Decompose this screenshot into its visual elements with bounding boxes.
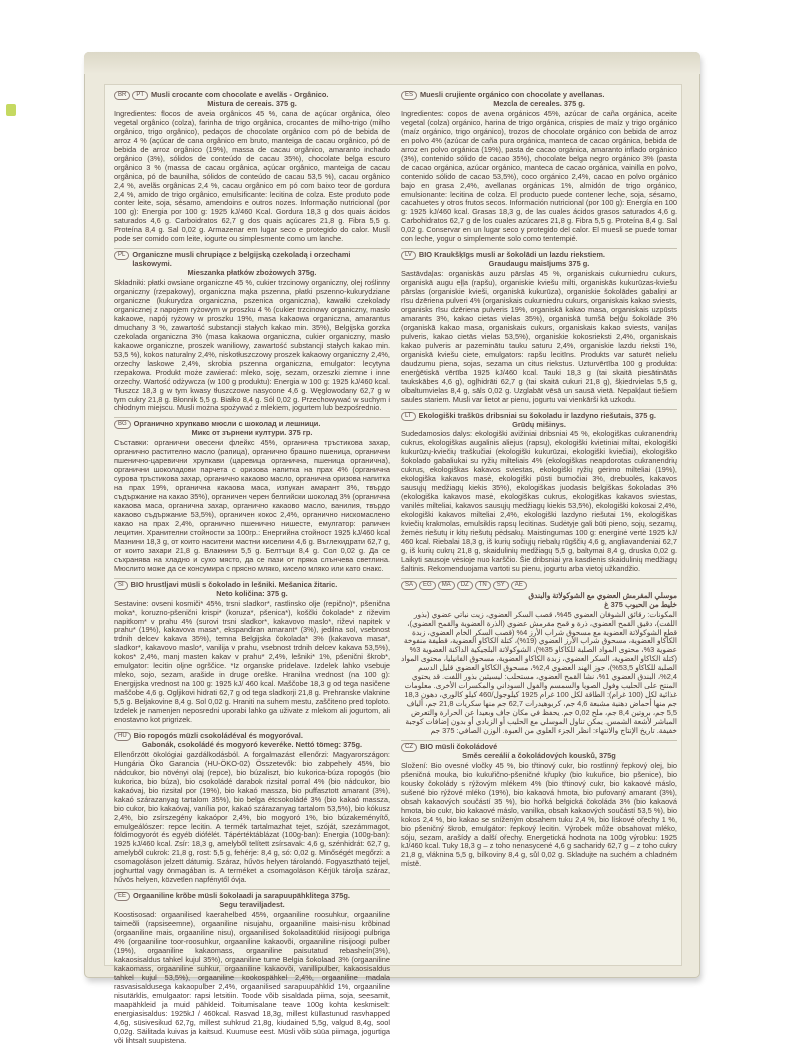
section-subtitle: Segu teraviljadest.: [219, 900, 285, 910]
section-body: Koostisosad: orgaanilised kaerahelbed 45%, orgaaniline roosuhkur, orgaaniline taimeõli (rapsiseemne), orgaaniline nisujahu, orgaaniline maisi-nisu krõbinad (orgaaniline mais, orgaaniline nisu), orgaanilised šokolaaditükid riisijoogi pulbriga 4% (orgaaniline toor-roosuhkur, orgaaniline kakaovõi, orgaaniline riisijoogi pulber (19%), orgaaniline kakaomass, orgaaniline paisutatud rebasheín(3%), kakaosisaldus tahkel kujul 35%), orgaaniline tume Belgia šokolaad 3% (orgaaniline kakaomass, orgaaniline suhkur, orgaaniline kakaovõi, vanillipulber, kakaosisaldus tahkel kujul 53,5%), orgaaniline kookospähkel 2,4%, orgaaniline madala rasvasisaldusega kakaopulber 2,4%, orgaanilised sarapuupähklid 1%, orgaaniline nisutärklis, emulgaator: rapsi letsitiin. Toode võib sisaldada piima, soja, seesamit, maapähkleid ja muid pähkleid. Toitumisalane teave 100g kohta keskmiselt: energiasisaldus: 1925kJ / 460kcal. Rasvad 18,3g, millest küllastunud rasvhapped 4,6g, süsivesikud 62,7g, millest suhkrud 21,8g, kiudained 5,5g, valgud 8,4g, sool 0,02g. Säilitada kuivas ja kaitsud. Kuumuse eest. Müsli võib süüa piimaga, jogurtiga või lihtsalt suupistena.: [114, 910, 390, 1045]
lang-code-ae: AE: [511, 581, 527, 590]
section-body: Sastāvdaļas: organiskās auzu pārslas 45 %, organiskais cukurniedru cukurs, organiskā augu eļļa (rapšu), organiskie kviešu milti, organiskās kukurūzas-kviešu pārslas (organiskie kvieši, organiskā kukurūza), organiskie šokolādes gabaliņi ar rīsu dzēriena pulveri 4% (organiskais cukurniedru cukurs, organiskais kakao sviests, organisks rīsu dzēriena pulveris 19%, organiskā kakao masa, organiskais uzpūsts amarants 3%, kakao cietas vielas 35%), organiskā tumšā beļģu šokolāde 3% (organiskā kakao masa, organiskais cukurs, organiskais kakao sviests, vaniļas pulveris, kakao cietās vielas 53,5%), organiskie kokosrieksti 2,4%, organiskais kakao pulveris ar pazeminātu tauku saturu 2,4%, organiskie lazdu rieksti 1%, organiskā kviešu ciete, emulgators: rapšu lecitīns. Produkts var saturēt nelielu daudzumu piena, sojas, sezama un citus riekstus. Uzturvērtība 100 g produkta: enerģētiskā vērtība 1925 kJ/460 kcal. Tauki 18,3 g (tai skaitā piesātinātās taukskābes 4,6 g), ogļhidrāti 62,7 g (tai skaitā cukuri 21,8 g), šķiedrvielas 5,5 g, olbaltumvielas 8,4 g, sāls 0,02 g. Uzglabāt vēsā un sausā vietā. Nepakļaut tiešiem saules stariem. Musli var lietot ar pienu, jogurtu vai vienkārši kā uzkodu.: [401, 269, 677, 404]
section-br-pt: [114, 91, 390, 244]
lang-code-sy: SY: [493, 581, 509, 590]
green-corner-mark: [6, 104, 16, 116]
lang-code-sa: SA: [401, 581, 417, 590]
lang-code-ee: EE: [114, 892, 130, 901]
section-arabic: [401, 581, 677, 736]
section-body: Sudedamosios dalys: ekologiški avižiniai dribsniai 45 %, ekologiškas cukranendrių cukrus, ekologiškas augalinis aliejus (rapsų), ekologiški kvietiniai miltai, ekologiški kukurūzų-kviečių traškučiai (ekologiški kukurūzai, ekologiški kviečiai), ekologiško šokolado gabaliukai su ryžių milteliais 4% (ekologiškas neapdorotas cukranendrių cukrus, ekologiškas kakavos sviestas, ekologiški ryžių gėrimo milteliai (19%), ekologiška kakavos masė, ekologiški pūsti burnočiai 3%, drebuolės, kakavos sausųjų medžiagų kiekis 35%), ekologiškas juodasis belgiškas šokoladas 3% (ekologiška kakavos masė, ekologiškas cukrus, ekologiškas kakavos sviestas, vanilės milteliai, kakavos sausųjų medžiagų kiekis 53,5%), ekologiški kokosai 2,4%, ekologiški kakavos milteliai 2,4%, ekologiški lazdyno riešutai 1%, ekologiškas kviečių krakmolas, emulsiklis rapsų lecitinas. Sudėtyje gali būti pieno, sojų, sezamų, žemės riešutų ir kitų riešutų pėdsakų. Maistingumas 100 g: energinė vertė 1925 kJ/ 460 kcal. Riebalai 18,3 g, iš kurių sočiųjų riebalų rūgščių 4,6 g, angliavandeniai 62,7 g, iš kurių cukrų 21,8 g, skaidulinių medžiagų 5,5 g, baltymai 8,4 g, druska 0,02 g. Laikyti sausoje vėsioje nuo karščio. Šie dribsniai yra kasdienis skaidulinių medžiagų šaltinis. Rekomenduojama vartoti su pienu, jogurtu arba vietoj užkandžio.: [401, 429, 677, 573]
divider: [114, 248, 390, 249]
section-body: Sestavine: ovseni kosmiči* 45%, trsni sladkor*, rastlinsko olje (repično)*, pšenična moka*, koruzno-pšenični krispi* (koruza*, pšenica*), koščki čokolade* z riževim napitkom* v prahu 4% (surovi trsni sladkor*, kakavovo maslo*, riževi napitek v prahu* (19%), kakavova masa*, ekspandiran amarant* (3%), jedilna sol, vsebnost trdnih delcev kakava 35%), temna Belgijska čokolada* 3% (kakavova masa*, sladkor*, kakavovo maslo*, vanilija v prahu, vsebnost trdnih delcev kakava 53,5%), kokos* 2,4%, manj masten kakav v prahu* 2,4%, lešniki* 1%, pšenični škrob*, emulgator: lecitin oljne ogrščice. *Iz organske pridelave. Izdelek lahko vsebuje mleko, sojo, sezam, arašide in druge oreške. Hranilna vrednost (na 100 g): Energijska vrednost na 100 g: 1925 kJ/ 460 kcal. Maščobe 18,3 g od tega nasičene maščobe 4,6 g. Ogljikovi hidrati 62,7 g od tega sladkorji 21,8 g. Prehranske vlaknine 5,5 g. Beljakovine 8,4 g. Sol 0,02 g. Hraniti na suhem mestu, zaščiteno pred toploto. Izdelek je namenjen neposredni uporabi lahko ga uživate z mlekom ali jogurtom, ali enostavno kot prigrizek.: [114, 598, 390, 724]
divider: [114, 729, 390, 730]
lang-code-hu: HU: [114, 732, 131, 741]
section-pl: [114, 251, 390, 413]
section-cz: [401, 743, 677, 869]
divider: [401, 578, 677, 579]
divider: [401, 248, 677, 249]
section-subtitle: خليط من الحبوب 375 غ: [604, 599, 677, 609]
section-body: Składniki: płatki owsiane organiczne 45 %, cukier trzcinowy organiczny, olej roślinny organiczny (rzepakowy), organiczna mąka pszenna, płatki pszenno-kukurydziane organiczne (kukurydza organiczna, pszenica organiczna), kawałki czekolady organicznej z napojem ryżowym w proszku 4 % (cukier trzcinowy organiczny, masło kakaowe, napój ryżowy w proszku 19%, masa kakaowa organiczna, amarantus dmuchany 3 %, zawartość substancji stałych kakao min. 35%), Belgijska gorzka czekolada organiczna 3% (masa kakaowa organiczna, cukier organiczny, masło kakaowe organiczne, proszek waniliowy, zawartość substancji stałych kakao min. 53,5 %), kokos naturalny 2,4%, niskotłuszczowy proszek kakaowy organiczny 2,4%, orzechy laskowe 2,4%, skrobia pszenna organiczna, emulgator: lecytyna rzepakowa. Produkt może zawierać: mleko, soję, sezam, orzeszki ziemne i inne orzechy. Wartość odżywcza (w 100 g produktu): Energia w 100 g: 1925 kJ/460 kcal. Tłuszcz 18,3 g w tym kwasy tłuszczowe nasycone 4,6 g. Węglowodany 62,7 g w tym cukry 21,8 g. Błonnik 5,5 g. Białko 8,4 g. Sól 0,02 g. Przechowywać w suchym i chłodnym miejscu. Musli można spożywać z mlekiem, jogurtem lub bezpośrednio.: [114, 278, 390, 413]
lang-code-si: SI: [114, 581, 128, 590]
divider: [114, 578, 390, 579]
lang-code-dz: DZ: [457, 581, 473, 590]
lang-code-ma: MA: [438, 581, 455, 590]
section-title: BIO müsli čokoládové: [420, 741, 498, 751]
section-body: المكونات: رقائق الشوفان العضوي 45%، قصب السكر العضوي، زيت نباتي عضوي (بذور اللفت)، دقيق القمح العضوي، ذرة و قمح مقرمش عضوي (الذرة العضوية والقمح العضوي)، قطع الشوكولاتة العضوية مع مسحوق شراب الأرز 4% (قصب السكر الخام العضوي، زبدة الكاكاو العضوية، مسحوق شراب الأرز العضوي (19%)، كتلة الكاكاو العضوية، قطيفة منفوخة عضوية 3%، محتوى المواد الصلبة للكاكاو 35%)، الشوكولاتة البلجيكية الداكنة العضوية 3% (كتلة الكاكاو العضوية، السكر العضوي، زبدة الكاكاو العضوية، مسحوق الفانيليا، محتوى المواد الصلبة للكاكاو 53,5%)، جوز الهند العضوي 2,4%، مسحوق الكاكاو العضوي قليل الدسم 2,4%، البندق العضوي 1%، نشا القمح العضوي، مستحلب: ليسيثين بذور اللفت. قد يحتوي المنتج على الحليب وفول الصويا والسمسم والفول السوداني والمكسرات الأخرى. معلومات غذائية لكل (100 غرام): الطاقة لكل 100 غرام 1925 كيلوجول/460 كيلو كالوري، دهون 18,3 جم منها أحماض دهنية مشبعة 4,6 جم، كربوهيدرات 62,7 جم منها سكريات 21,8 جم، ألياف 5,5 جم، بروتين 8,4 جم، ملح 0,02 جم. يحفظ في مكان جاف وبعيدا عن الحرارة والتعرض المباشر لأشعة الشمس. يمكن تناول الموسلي مع الحليب أو الزبادي أو بدون إضافات كوجبة خفيفة. تاريخ الإنتاج والانتهاء: انظر الجزء العلوي من العبوة. الوزن الصافي: 375 جم: [401, 609, 677, 735]
lang-code-es: ES: [401, 91, 417, 100]
section-body: Složení: Bio ovesné vločky 45 %, bio třtinový cukr, bio rostlinný řepkový olej, bio pšeničná mouka, bio kukuřično-pšeničné křupky (bio kukuřice, bio pšenice), bio kousky čokolády s rýžovým mlékem 4% (bio třtinový cukr, bio kakaové máslo, sušené bio rýžové mléko (19%), bio kakaová hmota, bio pufovaný amarant (3%), obsah kakaových součástí 35 %), bio hořká belgická čokoláda 3% (bio kakaová hmota, bio cukr, bio kakaové máslo, vanilka, obsah kakaových součástí 53,5 %), bio kokos 2,4 %, bio kakao se sníženým obsahem tuku 2,4 %, bio lískové ořechy 1 %, bio pšeničný škrob, emulgátor: řepkový lecitin. Výrobek může obsahovat mléko, sóju, sezam, arašídy a další ořechy. Energetická hodnota na 100g výrobku: 1925 kJ/460 kcal. Tuky 18,3 g – z toho nenasycené 4,6 g sacharidy 62,7 g – z toho cukry 21,8 g, vláknina 5,5 g, bílkoviny 8,4 g, sůl 0,02 g. Skladujte na suchém a chladném místě.: [401, 760, 677, 869]
section-title: Organiczne musli chrupiące z belgijską czekoladą i orzechami laskowymi.: [132, 250, 351, 269]
divider: [114, 889, 390, 890]
section-title: BIO Kraukšķīgs musli ar šokolādi un lazdu riekstiem.: [418, 250, 605, 260]
section-subtitle: Neto količina: 375 g.: [216, 588, 288, 598]
section-subtitle: Směs cereálií a čokoládových kousků, 375g: [462, 750, 616, 760]
section-subtitle: Mieszanka płatków zbożowych 375g.: [187, 268, 317, 278]
section-title: BIO hrustljavi müsli s čokolado in lešniki. Mešanica žitaric.: [130, 579, 338, 589]
section-title: Органично хрупкаво мюсли с шоколад и лешници.: [133, 419, 321, 429]
lang-code-cz: CZ: [401, 743, 417, 752]
divider: [401, 740, 677, 741]
section-lt: [401, 412, 677, 574]
lang-code-bg: BG: [114, 420, 131, 429]
lang-code-eg: EG: [419, 581, 436, 590]
section-body: Ellenőrzött ökológiai gazdálkodásból. A forgalmazást ellenőrzi: Magyarországon: Hungária Öko Garancia (HU-ÖKO-02) Összetevők: bio zabpehely 45%, bio nádcukor, bio növényi olaj (repce), bio búzaliszt, bio kukorica-búza ropogós (bio kukorica, bio búza), bio csokoládé darabok rizsital porral 4% (bio nádcukor, bio kakaóvaj, bio rizsital por (19%), bio kakaó massza, bio puffasztott amarant (3%), kakaó szárazanyag tartalom 35%), bio belga étcsokoládé 3% (bio kakaó massza, bio cukor, bio kakaóvaj, vanília por, kakaó szárazanyag tartalom 53,5%), bio kókusz 2,4%, bio zsírszegény kakaópor 2,4%, bio mogyoró 1%, bio búzakeményítő, emulgeálószer: repce lecitin. A termék tartalmazhat tejet, szóját, szezámmagot, földimogyorót és egyéb diófélét. Tápértéktáblázat (100g-ban): Energia (100g-ban): 1925 kJ/460 kcal. Zsír: 18,3 g, amelyből telített zsírsavak: 4,6 g, szénhidrát: 62,7 g, amelyből cukrok: 21,8 g, rost: 5,5 g, fehérje: 8,4 g, só: 0,02 g. Minőségét megőrzi: a csomagoláson jelzett dátumig. Száraz, hűvös helyen tárolandó. Fogyasztható tejjel, joghurttal vagy önmagában is. A terméket a csomagoláson Kérjük tárolja száraz, hűvös helyen, közvetlen napfénytől óvja.: [114, 749, 390, 885]
section-hu: [114, 732, 390, 885]
right-column: [401, 91, 677, 959]
section-body: Ingredientes: flocos de aveia orgânicos 45 %, cana de açúcar orgânica, óleo vegetal orgânico (colza), farinha de trigo orgânica, crocantes de milho-trigo (milho orgânico, trigo orgânico), pedaços de chocolate orgânico com pó de bebida de arroz 4 % (açúcar de cana orgânico em bruto, manteiga de cacau orgânico, pó de bebida de arroz orgânico (19%), massa de cacau orgânico, amaranto inchado orgânico (3%), sólidos de conteúdo de cacau 35%), chocolate belga escuro orgânico 3 % (massa de cacau orgânica, açúcar orgânico, manteiga de cacau orgânica, pó de baunilha, sólidos de conteúdo de cacau 53,5 %), cacau orgânico 2,4 %, avelãs orgânicas 2,4 %, cacau orgânico em pó com baixo teor de gordura 2,4 %, amido de trigo orgânico, emulsificante: lecitina de colza. Este produto pode conter leite, soja, sésamo, amendoins e outros nozes. Informação nutricional (por 100 g): Energia por 100 g: 1925 kJ/460 Kcal. Gordura 18,3 g dos quais ácidos saturados 4,6 g. Carboidratos 62,7 g dos quais açúcares 21,8 g. Fibra 5,5 g. Proteína 8,4 g. Sal 0,02 g. Armazenar em lugar seco e protegido do calor. Muslí pode ser comido com leite, iogurte ou simplesmente como um lanche.: [114, 108, 390, 244]
section-title: Orgaaniline krõbe müsli šokolaadi ja sarapuupähklitega 375g.: [133, 891, 350, 901]
divider: [114, 417, 390, 418]
section-title: Muesli crujiente orgánico con chocolate y avellanas.: [420, 90, 605, 99]
section-title: موسلي المقرمش العضوي مع الشوكولاتة والبندق: [528, 590, 677, 600]
lang-code-lv: LV: [401, 251, 416, 260]
section-subtitle: Graudaugu maisījums 375 g.: [488, 259, 590, 269]
lang-code-tn: TN: [475, 581, 491, 590]
section-subtitle: Mistura de cereais. 375 g.: [207, 99, 297, 108]
section-es: [401, 91, 677, 244]
section-body: Ingredientes: copos de avena orgánicos 45%, azúcar de caña orgánica, aceite vegetal (colza) orgánico, harina de trigo orgánica, crispies de maíz y trigo orgánico (maíz orgánico, trigo orgánico), trozos de chocolate orgánico con bebida de arroz en polvo 4% (azúcar de caña pura orgánica, manteca de cacao orgánica, bebida de arroz en polvo orgánica (19%), pasta de cacao orgánica, amaranto inflado orgánico (3%), contenido sólido de cacao 35%), chocolate belga negro orgánico 3% (pasta de cacao orgánica, azúcar orgánico, manteca de cacao orgánica, vainilla en polvo, contenido sólido de cacao 53,5%), coco orgánico 2,4%, cacao en polvo orgánico bajo en grasa 2,4%, avellanas orgánicas 1%, almidón de trigo orgánico, emulsionante: lecitina de colza. El producto puede contener leche, soja, sésamo, cacahuetes y otros frutos secos. Información nutricional (por 100 g): Energía en 100 g: 1925 kJ/460 kcal. Grasas 18,3 g, de las cuales ácidos grasos saturados 4,6 g. Carbohidratos 62,7 g de los cuales azúcares 21,8 g. Fibra 5,5 g. Proteína 8,4 g. Sal 0,02 g. Conservar en un lugar seco y protegido del calor. El muesli se puede tomar con leche, yogur o simplemente solo como tentempié.: [401, 108, 677, 244]
section-subtitle: Grūdų mišinys.: [512, 419, 566, 429]
ingredients-panel: [104, 84, 682, 1045]
section-title: Musli crocante com chocolate e avelãs - Orgânico.: [151, 90, 329, 99]
lang-code-br: BR: [114, 91, 130, 100]
section-subtitle: Микс от зърнени култури. 375 гр.: [191, 428, 313, 438]
divider: [401, 409, 677, 410]
lang-code-pt: PT: [132, 91, 148, 100]
section-title: Ekologiški traškūs dribsniai su šokoladu ir lazdyno riešutais, 375 g.: [418, 410, 656, 420]
section-subtitle: Mezcla de cereales. 375 g.: [493, 99, 585, 108]
section-bg: [114, 420, 390, 573]
lang-code-lt: LT: [401, 412, 416, 421]
section-title: Bio ropogós müzli csokoládéval és mogyoróval.: [133, 730, 303, 740]
cereal-box-back: [84, 52, 700, 1045]
section-body: Съставки: органични овесени флейкс 45%, органична тръстикова захар, органично растително масло (рапица), органично брашно пшеница, органични пшенично-царевични хрупкави (царевица органична, пшеница органична), органични шоколадови парчета с оризова напитка на прах 4% (органична сурова тръстикова захар, органично какаово масло, органична оризова напитка на прах 19%, органична какаова маса, изпукан амарант 3%, твърдо съдържание на какао 35%), органичен черен белгийски шоколад 3% (органична какаова маса, органична захар, органично какаово масло, ванилия, твърдо какаово съдържание 53,5%), органичен кокос 2,4%, органично нискомаслено какао на прах 2,4%, органично пшенично нишесте, емулгатор: рапичен лецитин. Хранителни стойности за 100гр.: Енергийна стойност 1925 kJ/460 kcal Мазнини 18,3 g, от които наситени мастни киселини 4,6 g. Въглехидрати 62,7 g, от които захари 21,8 g. Влакнини 5,5 g. Белтъци 8,4 g. Сол 0,02 g. Да се съхранява на хладно и сухо място, да се пази от пряка слънчева светлина. Мюслито може да се консумира с прясно мляко, кисело мляко или като снакс.: [114, 438, 390, 573]
left-column: [114, 90, 390, 1045]
section-lv: [401, 251, 677, 404]
section-subtitle: Gabonák, csokoládé és mogyoró keveréke. Nettó tömeg: 375g.: [141, 739, 363, 749]
lang-code-pl: PL: [114, 251, 129, 260]
section-ee: [114, 892, 390, 1045]
section-si: [114, 581, 390, 725]
